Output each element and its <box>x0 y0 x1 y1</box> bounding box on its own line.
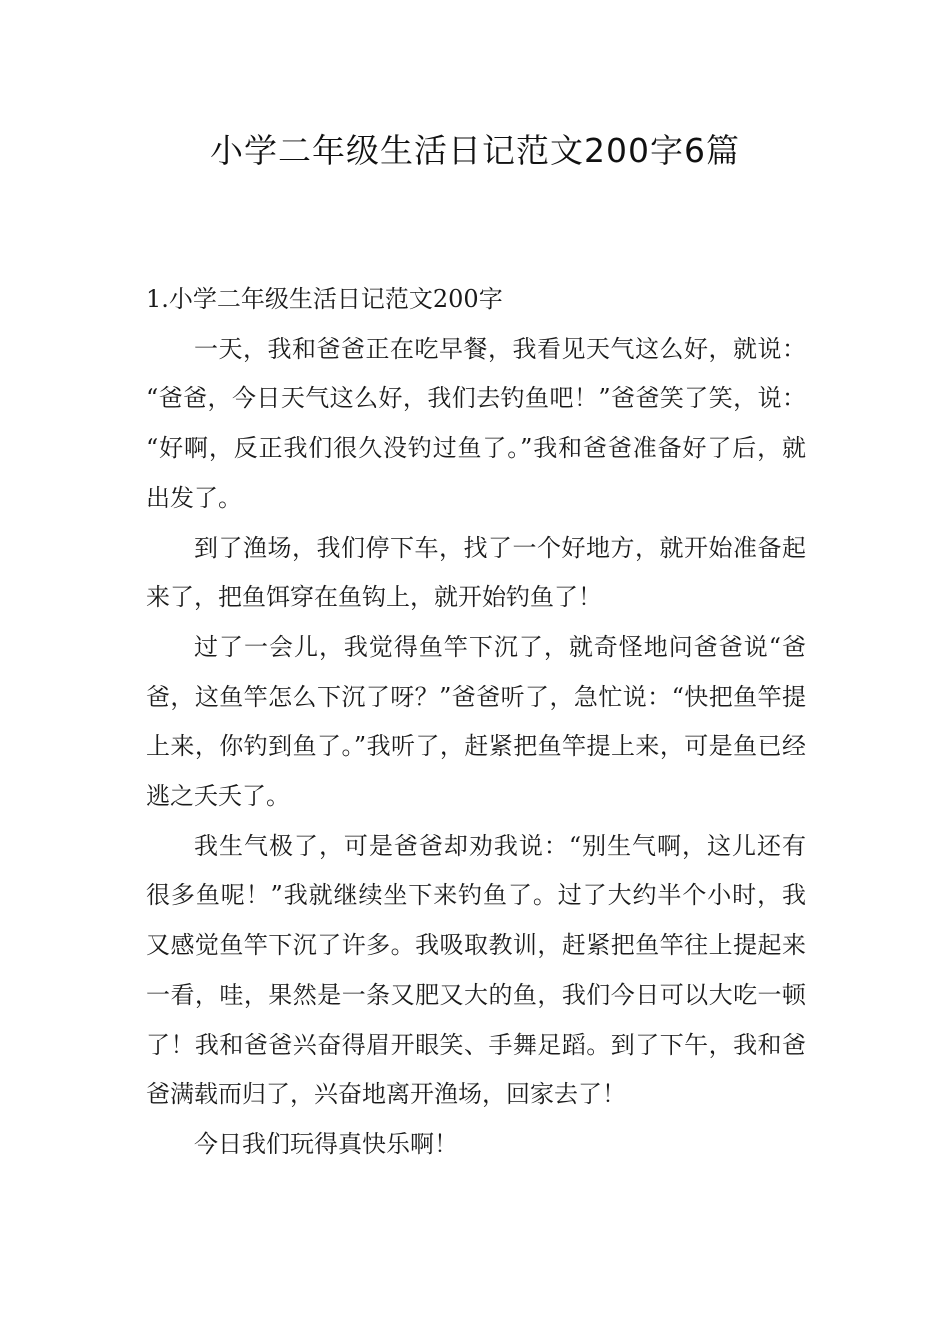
document-body <box>146 275 806 1170</box>
paragraph: 一天，我和爸爸正在吃早餐，我看见天气这么好，就说：“爸爸，今日天气这么好，我们去钓鱼吧！”爸爸笑了笑，说：“好啊，反正我们很久没钓过鱼了。”我和爸爸准备好了后，就出发了。 <box>146 334 806 512</box>
paragraph: 今日我们玩得真快乐啊！ <box>194 1129 458 1158</box>
document-title: 小学二年级生活日记范文200字6篇 <box>210 131 740 170</box>
paragraph: 到了渔场，我们停下车，找了一个好地方，就开始准备起来了，把鱼饵穿在鱼钩上，就开始钓鱼了！ <box>146 533 806 612</box>
paragraph: 我生气极了，可是爸爸却劝我说：“别生气啊，这儿还有很多鱼呢！”我就继续坐下来钓鱼了。过了大约半个小时，我又感觉鱼竿下沉了许多。我吸取教训，赶紧把鱼竿往上提起来一看，哇，果然是一条又肥又大的鱼，我们今日可以大吃一顿了！我和爸爸兴奋得眉开眼笑、手舞足蹈。到了下午，我和爸爸满载而归了，兴奋地离开渔场，回家去了！ <box>146 831 806 1109</box>
paragraph: 过了一会儿，我觉得鱼竿下沉了，就奇怪地问爸爸说“爸爸，这鱼竿怎么下沉了呀？”爸爸听了，急忙说：“快把鱼竿提上来，你钓到鱼了。”我听了，赶紧把鱼竿提上来，可是鱼已经逃之夭夭了。 <box>146 632 806 811</box>
section-heading: 1.小学二年级生活日记范文200字 <box>146 285 503 313</box>
